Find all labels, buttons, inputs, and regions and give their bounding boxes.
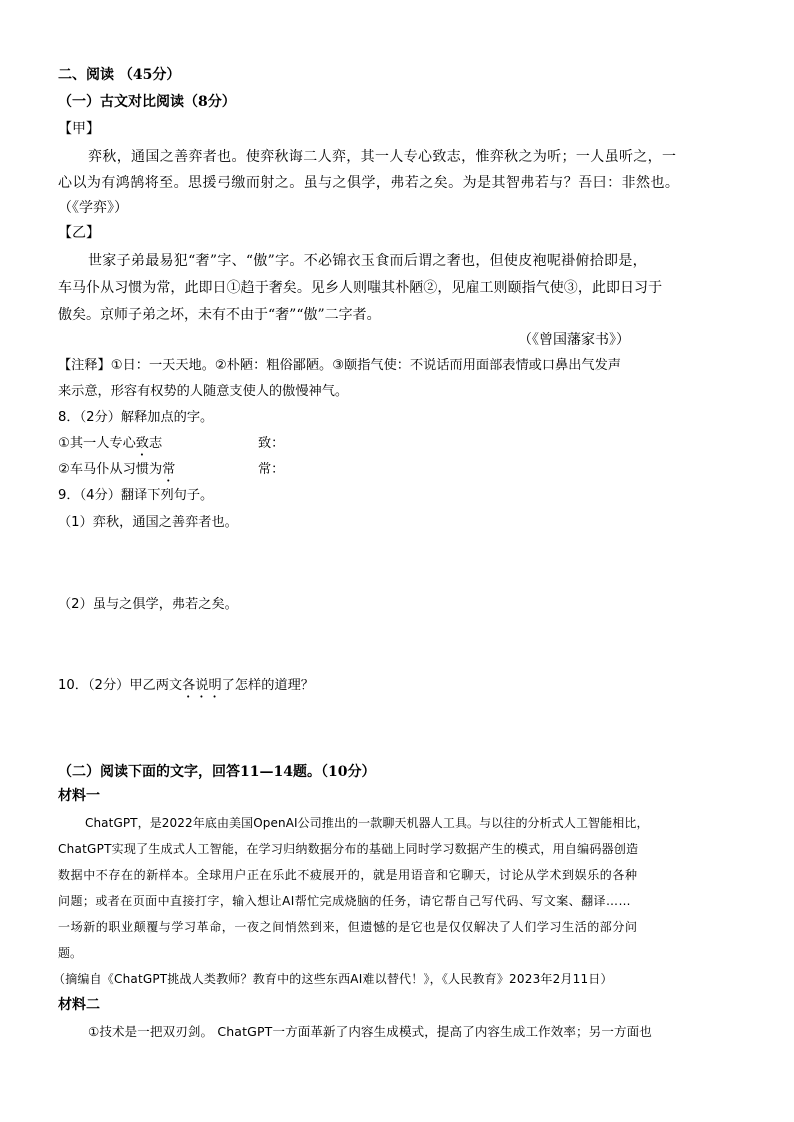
yi-text-line3: 傲矣。京师子弟之坏，未有不由于“奢”“傲”二字者。 xyxy=(58,307,381,323)
notes-line1: 【注释】①日：一天天地。②朴陋：粗俗鄙陋。③颐指气使：不说话而用面部表情或口鼻出气发声 xyxy=(58,358,621,373)
q8-item2-pre: ②车马仆从习惯为 xyxy=(58,462,163,477)
material1-line4: 问题；或者在页面中直接打字，输入想让AI帮忙完成烧脑的任务，请它帮自己写代码、写文案、翻译…… xyxy=(58,894,631,908)
yi-text-line2: 车马仆从习惯为常，此即日①趋于奢矣。见乡人则嗤其朴陋②，见雇工则颐指气使③，此即日习于 xyxy=(58,280,663,296)
material1-line2: ChatGPT实现了生成式人工智能，在学习归纳数据分布的基础上同时学习数据产生的模式，用自编码器创造 xyxy=(58,842,639,856)
jia-text-line1: 弈秋，通国之善弈者也。使弈秋诲二人弈，其一人专心致志，惟弈秋之为听；一人虽听之，一 xyxy=(88,149,677,165)
section-title: 二、阅读 （45分） xyxy=(58,67,181,83)
question-9-sentence2: （2）虽与之俱学，弗若之矣。 xyxy=(58,597,238,612)
q8-item1-post: 志 xyxy=(148,436,163,451)
question-8-stem: 8．（2分）解释加点的字。 xyxy=(58,410,214,425)
jia-source: （《学弈》） xyxy=(58,200,128,216)
yi-text-line1: 世家子弟最易犯“奢”字、“傲”字。不必锦衣玉食而后谓之奢也，但使皮袍呢褂俯拾即是， xyxy=(88,253,647,269)
material1-line5: 一场新的职业颠覆与学习革命，一夜之间悄然到来，但遗憾的是它也是仅仅解决了人们学习生活的部分问 xyxy=(58,920,638,934)
yi-source: （《曾国藩家书》） xyxy=(518,332,630,348)
material1-source: （摘编自《ChatGPT挑战人类教师？教育中的这些东西AI难以替代！》，《人民教育》2023年2月11日） xyxy=(53,972,613,986)
jia-text-line2: 心以为有鸿鹄将至。思援弓缴而射之。虽与之俱学，弗若之矣。为是其智弗若与？吾曰：非然也。 xyxy=(58,175,680,191)
q8-item2-dotted-char: 常 xyxy=(162,462,176,477)
notes-line2: 来示意，形容有权势的人随意支使人的傲慢神气。 xyxy=(58,384,349,399)
q10-dotted-words: 各说明 xyxy=(182,678,222,693)
material1-line1: ChatGPT，是2022年底由美国OpenAI公司推出的一款聊天机器人工具。与以往的分析式人工智能相比， xyxy=(85,816,649,830)
q8-answer2-label: 常： xyxy=(258,462,285,477)
q10-pre: 10．（2分）甲乙两文 xyxy=(58,678,183,693)
part2-title: （二）阅读下面的文字，回答11—14题。（10分） xyxy=(58,764,376,780)
material1-line6: 题。 xyxy=(58,946,83,960)
jia-label: 【甲】 xyxy=(58,121,100,137)
question-8-item2 xyxy=(58,461,175,485)
q8-item1-dotted-char: 致 xyxy=(135,436,149,451)
q8-answer1-label: 致： xyxy=(258,436,285,451)
part1-title: （一）古文对比阅读（8分） xyxy=(58,94,236,110)
material2-label: 材料二 xyxy=(58,997,100,1013)
material2-line1: ①技术是一把双刃剑。 ChatGPT一方面革新了内容生成模式，提高了内容生成工作效率；另一方面也 xyxy=(88,1024,652,1039)
question-9-stem: 9．（4分）翻译下列句子。 xyxy=(58,488,214,503)
material1-label: 材料一 xyxy=(58,788,100,804)
question-9-sentence1: （1）弈秋，通国之善弈者也。 xyxy=(58,515,238,530)
question-10 xyxy=(58,677,314,701)
q8-item1-pre: ①其一人专心 xyxy=(58,436,136,451)
q10-post: 了怎样的道理？ xyxy=(221,678,314,693)
yi-label: 【乙】 xyxy=(58,225,100,241)
material1-line3: 数据中不存在的新样本。全球用户正在乐此不疲展开的，就是用语音和它聊天，讨论从学术到娱乐的各种 xyxy=(58,868,638,882)
question-8-item1 xyxy=(58,435,162,459)
